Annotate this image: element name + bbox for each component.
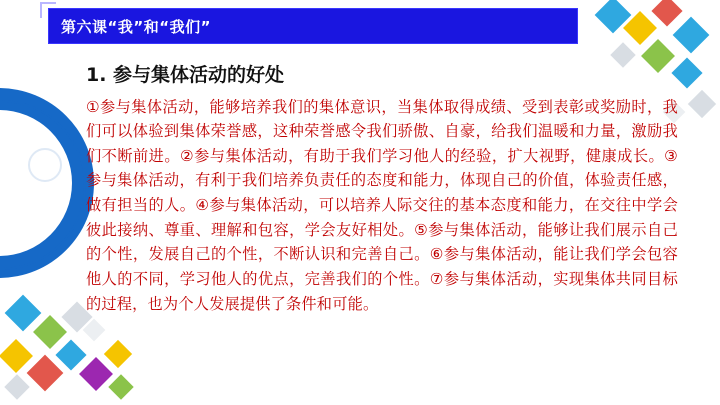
decorative-square — [33, 315, 67, 349]
section-heading: 1. 参与集体活动的好处 — [86, 64, 285, 86]
slide-content — [86, 62, 678, 316]
decorative-square — [651, 0, 682, 27]
body-paragraph: ①参与集体活动，能够培养我们的集体意识，当集体取得成绩、受到表彰或奖励时，我们可以体验到集体荣誉感，这种荣誉感令我们骄傲、自豪，给我们温暖和力量，激励我们不断前进。②参与集体活动，有助于我们学习他人的经验，扩大视野，健康成长。③参与集体活动，有利于我们培养负责任的态度和能力，体现自己的价值，体验责任感，做有担当的人。④参与集体活动，可以培养人际交往的基本态度和能力，在交往中学会彼此接纳、尊重、理解和包容，学会友好相处。⑤参与集体活动，能够让我们展示自己的个性，发展自己的个性，不断认识和完善自己。⑥参与集体活动，能让我们学会包容他人的不同，学习他人的优点，完善我们的个性。⑦参与集体活动，实现集体共同目标的过程，也为个人发展提供了条件和可能。 — [86, 97, 678, 313]
decorative-square — [104, 340, 132, 368]
slide-title: 第六课“我”和“我们” — [61, 17, 211, 36]
decorative-small-dot — [28, 148, 62, 182]
decorative-square — [108, 374, 133, 399]
decorative-square — [0, 339, 33, 373]
decorative-square — [4, 374, 29, 399]
decorative-square — [5, 295, 42, 332]
decorative-square — [55, 339, 86, 370]
slide-title-bar — [48, 8, 578, 44]
title-corner-accent — [40, 2, 56, 18]
decorative-square — [688, 90, 716, 118]
decorative-square — [673, 17, 710, 54]
decorative-square — [27, 355, 64, 392]
